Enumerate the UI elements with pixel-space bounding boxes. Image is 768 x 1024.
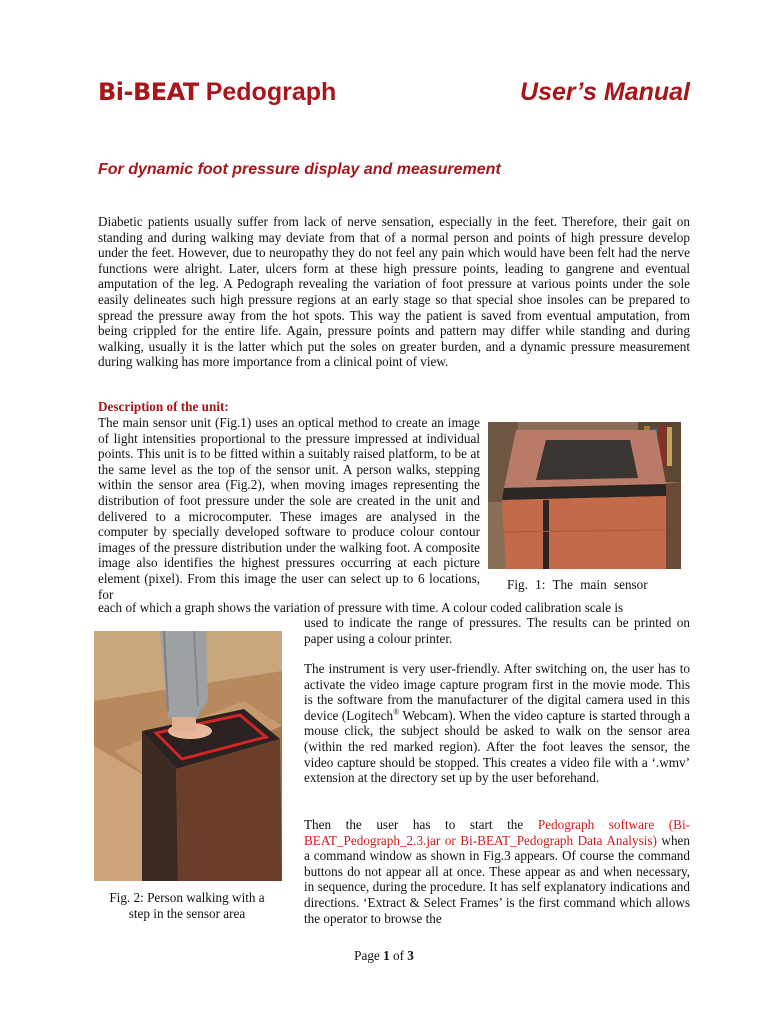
fig1-sensor-photo: [488, 422, 681, 569]
software-text-after: when a command window as shown in Fig.3 appears. Of course the command buttons do not appear all at once. These appear as and when necessary, in sequence, during the procedure. It has self explanatory indications and directions. ‘Extract & Select Frames’ is the first command which allows the operator to browse the: [304, 832, 690, 926]
intro-paragraph: Diabetic patients usually suffer from lack of nerve sensation, especially in the feet. Therefore, their gait on standing and during walking may deviate from that of a normal person and points of high pressure develop under the feet. However, due to neuropathy they do not feel any pain which would have been felt had the nerve functions were alright. Later, ulcers form at these high pressure points, leading to gangrene and eventual amputation of the leg. A Pedograph revealing the variation of foot pressure at various points under the sole easily delineates such high pressure regions at an early stage so that special shoe insoles can be prepared to spread the pressure away from the hot spots. This way the patient is saved from eventual amputation, from being crippled for the entire life. Again, pressure points and pattern may differ while standing and during walking, usually it is the latter which put the soles on greater burden, and a dynamic pressure measurement during walking has more importance from a clinical point of view.: [98, 214, 690, 370]
software-text-before: Then the user has to start the: [304, 817, 538, 832]
brand-pedograph: Pedograph: [205, 78, 337, 106]
of-word: of: [392, 948, 404, 963]
usage-text-after: Webcam). When the video capture is started through a mouse click, the subject should be asked to walk on the sensor area (within the red marked region). After the foot leaves the sensor, the video capture should be stopped. This creates a video file with a ‘.wmv’ extension at the directory set up by the user beforehand.: [304, 707, 690, 786]
section-heading: Description of the unit:: [98, 399, 229, 414]
description-paragraph-part3: used to indicate the range of pressures. The results can be printed on paper using a colour printer.: [304, 615, 690, 646]
brand-title: [98, 78, 336, 107]
usage-paragraph: [304, 661, 690, 786]
fig2-walking-photo: [94, 631, 282, 881]
page-number: 1: [383, 948, 390, 963]
page-word: Page: [354, 948, 380, 963]
brand-bibeat: Bi-BEAT: [98, 78, 199, 106]
usage-text-before: The instrument is very user-friendly. After switching on, the user has to activate the video image capture program first in the movie mode. This is the software from the manufacturer of the digital camera used in this device (Logitech: [304, 661, 690, 723]
software-paragraph: [304, 817, 690, 926]
fig2-caption: Fig. 2: Person walking with a step in the sensor area: [109, 890, 265, 921]
registered-mark: ®: [393, 707, 400, 717]
page-footer: [0, 948, 768, 964]
fig1-caption: Fig. 1: The main sensor: [507, 577, 648, 592]
document-subtitle: For dynamic foot pressure display and measurement: [98, 161, 501, 178]
document-header: [98, 78, 690, 114]
page-total: 3: [407, 948, 414, 963]
software-name-highlight: Pedograph software (Bi-BEAT_Pedograph_2.3.jar or Bi-BEAT_Pedograph Data Analysis): [304, 817, 690, 848]
description-paragraph-part2: each of which a graph shows the variation of pressure with time. A colour coded calibration scale is: [98, 600, 624, 615]
description-paragraph-part1: The main sensor unit (Fig.1) uses an optical method to create an image of light intensities proportional to the pressure impressed at individual points. This unit is to be fitted within a suitably raised platform, to be at the same level as the top of the sensor unit. A person walks, stepping within the sensor area (Fig.2), when moving images representing the distribution of foot pressure under the sole are created in the unit and delivered to a microcomputer. These images are analysed in the computer by specially developed software to produce colour contour images of the pressure distribution under the walking foot. A composite image also identifies the highest pressures occurring at each picture element (pixel). From this image the user can select up to 6 locations, for: [98, 415, 480, 602]
manual-title: User’s Manual: [520, 78, 690, 106]
